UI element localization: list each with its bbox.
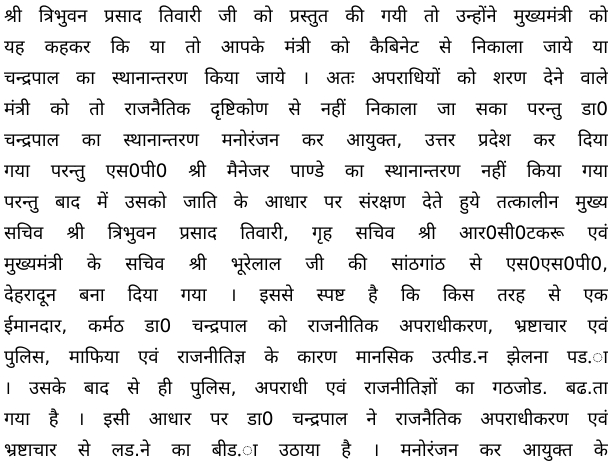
- text-line-11: ईमानदार, कर्मठ डा0 चन्द्रपाल को राजनीतिक अपराधीकरण, भ्रष्टाचार एवं: [4, 316, 608, 337]
- text-line-15: भ्रष्टाचार से लड.ने का बीड.ा उठाया है । मनोरंजन कर आयुक्त के: [4, 440, 608, 461]
- text-line-13: । उसके बाद से ही पुलिस, अपराधी एवं राजनीतिज्ञों का गठजोड. बढ.ता: [4, 378, 608, 399]
- text-line-8: सचिव श्री त्रिभुवन प्रसाद तिवारी, गृह सचिव श्री आर0सी0टकरू एवं: [4, 223, 608, 244]
- text-line-1: श्री त्रिभुवन प्रसाद तिवारी जी को प्रस्तुत की गयी तो उन्होंने मुख्यमंत्री को: [4, 6, 608, 27]
- text-line-3: चन्द्रपाल का स्थानान्तरण किया जाये । अतः अपराधियों को शरण देने वाले: [4, 68, 608, 89]
- text-line-12: पुलिस, माफिया एवं राजनीतिज्ञ के कारण मानसिक उत्पीड.न झेलना पड.ा: [4, 347, 608, 368]
- text-line-2: यह कहकर कि या तो आपके मंत्री को कैबिनेट से निकाला जाये या: [4, 37, 608, 58]
- text-line-10: देहरादून बना दिया गया । इससे स्पष्ट है कि किस तरह से एक: [4, 285, 608, 306]
- text-line-7: परन्तु बाद में उसको जाति के आधार पर संरक्षण देते हुये तत्कालीन मुख्य: [4, 192, 608, 213]
- text-line-14: गया है । इसी आधार पर डा0 चन्द्रपाल ने राजनैतिक अपराधीकरण एवं: [4, 409, 608, 430]
- text-line-5: चन्द्रपाल का स्थानान्तरण मनोरंजन कर आयुक्त, उत्तर प्रदेश कर दिया: [4, 130, 608, 151]
- text-line-6: गया परन्तु एस0पी0 श्री मैनेजर पाण्डे का स्थानान्तरण नहीं किया गया: [4, 161, 608, 182]
- text-line-9: मुख्यमंत्री के सचिव श्री भूरेलाल जी की सांठगांठ से एस0एस0पी0,: [4, 254, 608, 275]
- text-line-4: मंत्री को तो राजनैतिक दृष्टिकोण से नहीं निकाला जा सका परन्तु डा0: [4, 99, 608, 120]
